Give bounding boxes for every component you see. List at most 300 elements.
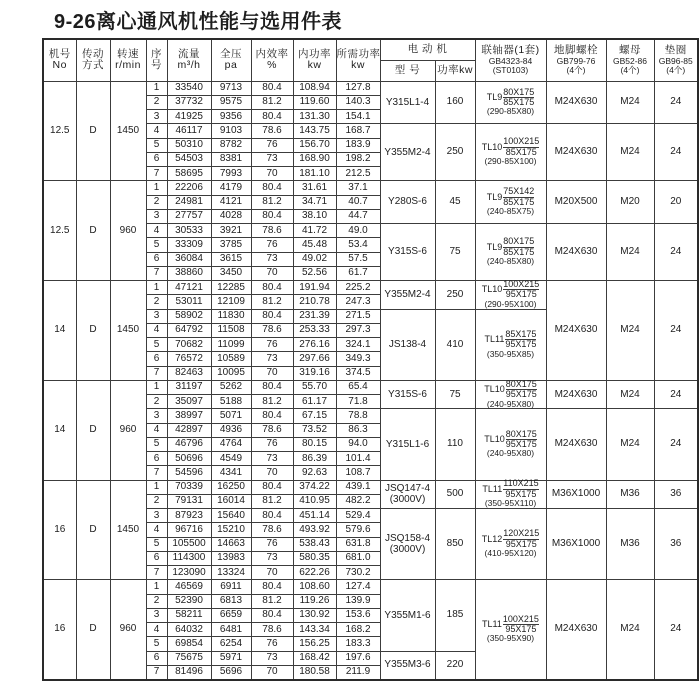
- cell-efficiency: 80.4: [251, 480, 293, 494]
- cell-required-power: 211.9: [336, 665, 380, 679]
- cell-pressure: 9575: [211, 95, 251, 109]
- cell-pressure: 4764: [211, 437, 251, 451]
- cell-nut: M24: [606, 380, 654, 409]
- cell-motor-model: [380, 281, 435, 310]
- cell-pressure: 3615: [211, 252, 251, 266]
- cell-seq: 4: [146, 124, 167, 138]
- col-header-speed-line: r/min: [115, 59, 141, 72]
- cell-required-power: 40.7: [336, 195, 380, 209]
- cell-seq: 1: [146, 380, 167, 394]
- col-header-no: [43, 39, 76, 81]
- cell-inner-power: 143.34: [293, 623, 336, 637]
- cell-required-power: 57.5: [336, 252, 380, 266]
- cell-pressure: 5971: [211, 651, 251, 665]
- cell-flow: 79131: [167, 494, 211, 508]
- cell-seq: 2: [146, 95, 167, 109]
- cell-bolt: M24X630: [546, 380, 606, 409]
- col-header-washer: [654, 39, 698, 81]
- cell-seq: 5: [146, 138, 167, 152]
- motor-model-line: JS138-4: [388, 338, 427, 350]
- col-header-speed: [110, 39, 146, 81]
- page-title: 9-26离心通风机性能与选用件表: [54, 11, 343, 33]
- cell-seq: 1: [146, 480, 167, 494]
- cell-inner-power: 210.78: [293, 295, 336, 309]
- motor-model-line: JSQ147-4: [384, 482, 431, 494]
- cell-seq: 3: [146, 309, 167, 323]
- cell-speed: 960: [110, 580, 146, 680]
- coupling-type-label: TL11: [482, 618, 502, 629]
- cell-bolt: M24X630: [546, 580, 606, 680]
- cell-flow: 46796: [167, 437, 211, 451]
- cell-inner-power: 319.16: [293, 366, 336, 380]
- cell-required-power: 439.1: [336, 480, 380, 494]
- cell-pressure: 16014: [211, 494, 251, 508]
- cell-flow: 50310: [167, 138, 211, 152]
- cell-required-power: 37.1: [336, 181, 380, 195]
- cell-required-power: 730.2: [336, 566, 380, 580]
- coupling-upper-size: 80X175: [505, 378, 537, 389]
- cell-washer: 24: [654, 281, 698, 381]
- cell-required-power: 681.0: [336, 551, 380, 565]
- table-row: [43, 480, 698, 494]
- cell-efficiency: 80.4: [251, 380, 293, 394]
- coupling-lower-size: 95X175: [505, 389, 537, 400]
- col-header-drive-line: 传动: [82, 47, 104, 60]
- cell-inner-power: 580.35: [293, 551, 336, 565]
- table-header: [43, 39, 698, 81]
- cell-coupling: [475, 124, 546, 181]
- cell-pressure: 11099: [211, 338, 251, 352]
- cell-motor-model: [380, 181, 435, 224]
- cell-seq: 3: [146, 110, 167, 124]
- cell-inner-power: 52.56: [293, 266, 336, 280]
- cell-seq: 1: [146, 81, 167, 95]
- coupling-fraction: [503, 237, 534, 257]
- cell-efficiency: 81.2: [251, 195, 293, 209]
- cell-efficiency: 81.2: [251, 395, 293, 409]
- cell-drive: D: [76, 380, 110, 480]
- coupling-fraction: [503, 529, 539, 549]
- coupling-upper-size: 80X175: [505, 428, 537, 439]
- cell-required-power: 198.2: [336, 152, 380, 166]
- cell-pressure: 4179: [211, 181, 251, 195]
- cell-inner-power: 67.15: [293, 409, 336, 423]
- cell-drive: D: [76, 281, 110, 381]
- col-header-required_power-line: kw: [351, 59, 365, 72]
- coupling-content: [476, 227, 546, 278]
- cell-pressure: 16250: [211, 480, 251, 494]
- cell-nut: M24: [606, 124, 654, 181]
- cell-efficiency: 80.4: [251, 509, 293, 523]
- cell-seq: 6: [146, 651, 167, 665]
- coupling-fraction: [506, 430, 537, 450]
- cell-pressure: 10589: [211, 352, 251, 366]
- table-row: [43, 380, 698, 394]
- cell-efficiency: 78.6: [251, 323, 293, 337]
- col-header-flow: [167, 39, 211, 81]
- coupling-size: [484, 430, 537, 450]
- cell-pressure: 9103: [211, 124, 251, 138]
- coupling-lower-size: 95X175: [505, 488, 537, 499]
- motor-model-line: (3000V): [389, 494, 426, 506]
- motor-model-line: Y355M3-6: [384, 659, 431, 671]
- col-header-inner-power: [293, 39, 336, 81]
- cell-motor-model: [380, 224, 435, 281]
- cell-required-power: 44.7: [336, 209, 380, 223]
- col-header-nut: [606, 39, 654, 81]
- cell-flow: 37732: [167, 95, 211, 109]
- cell-pressure: 13983: [211, 551, 251, 565]
- cell-motor-model: [380, 509, 435, 580]
- cell-bolt: M36X1000: [546, 509, 606, 580]
- cell-washer: 24: [654, 81, 698, 124]
- coupling-note: (350-95X110): [484, 498, 537, 509]
- cell-seq: 2: [146, 395, 167, 409]
- cell-pressure: 3921: [211, 224, 251, 238]
- cell-drive: D: [76, 81, 110, 181]
- cell-seq: 4: [146, 623, 167, 637]
- fan-selection-table: [42, 38, 699, 681]
- cell-inner-power: 181.10: [293, 167, 336, 181]
- cell-inner-power: 156.25: [293, 637, 336, 651]
- cell-inner-power: 34.71: [293, 195, 336, 209]
- cell-fan-no: 12.5: [43, 181, 76, 281]
- cell-fan-no: 16: [43, 580, 76, 680]
- cell-drive: D: [76, 480, 110, 580]
- coupling-lower-size: 85X175: [503, 196, 535, 207]
- coupling-type-label: TL9: [486, 191, 503, 202]
- cell-seq: 7: [146, 566, 167, 580]
- cell-inner-power: 38.10: [293, 209, 336, 223]
- cell-washer: 24: [654, 380, 698, 409]
- cell-required-power: 101.4: [336, 452, 380, 466]
- col-header-no-line: No: [52, 59, 67, 72]
- cell-coupling: [475, 409, 546, 480]
- cell-flow: 38860: [167, 266, 211, 280]
- coupling-lower-size: 95X175: [505, 339, 537, 350]
- cell-inner-power: 119.60: [293, 95, 336, 109]
- cell-inner-power: 86.39: [293, 452, 336, 466]
- cell-motor-power: 250: [435, 281, 475, 310]
- cell-pressure: 13324: [211, 566, 251, 580]
- cell-inner-power: 143.75: [293, 124, 336, 138]
- coupling-lower-size: 95X175: [505, 289, 537, 300]
- col-header-efficiency-line: 内效率: [255, 47, 289, 60]
- cell-efficiency: 78.6: [251, 124, 293, 138]
- cell-inner-power: 538.43: [293, 537, 336, 551]
- cell-seq: 4: [146, 323, 167, 337]
- coupling-content: [476, 127, 546, 178]
- cell-motor-power: 410: [435, 309, 475, 380]
- coupling-note: (240-85X80): [486, 256, 535, 267]
- coupling-note: (240-85X75): [486, 206, 535, 217]
- cell-flow: 58695: [167, 167, 211, 181]
- coupling-note: (290-95X100): [484, 298, 537, 309]
- cell-pressure: 3785: [211, 238, 251, 252]
- cell-efficiency: 80.4: [251, 409, 293, 423]
- cell-required-power: 61.7: [336, 266, 380, 280]
- motor-model-line: Y315L1-4: [385, 96, 430, 108]
- cell-efficiency: 73: [251, 152, 293, 166]
- cell-inner-power: 191.94: [293, 281, 336, 295]
- coupling-size: [485, 330, 537, 350]
- cell-inner-power: 92.63: [293, 466, 336, 480]
- cell-required-power: 153.6: [336, 608, 380, 622]
- cell-motor-power: 75: [435, 224, 475, 281]
- cell-bolt: M20X500: [546, 181, 606, 224]
- cell-pressure: 4341: [211, 466, 251, 480]
- cell-motor-power: 850: [435, 509, 475, 580]
- cell-required-power: 168.2: [336, 623, 380, 637]
- cell-coupling: [475, 224, 546, 281]
- cell-flow: 70339: [167, 480, 211, 494]
- cell-nut: M24: [606, 81, 654, 124]
- col-header-bolt-line: 地脚螺栓: [554, 43, 598, 56]
- cell-required-power: 324.1: [336, 338, 380, 352]
- cell-pressure: 3450: [211, 266, 251, 280]
- coupling-upper-size: 85X175: [505, 328, 537, 339]
- coupling-note: (240-95X80): [486, 398, 535, 409]
- col-header-seq-line: 号: [151, 59, 162, 72]
- cell-required-power: 529.4: [336, 509, 380, 523]
- cell-efficiency: 70: [251, 566, 293, 580]
- cell-efficiency: 73: [251, 352, 293, 366]
- cell-required-power: 183.3: [336, 637, 380, 651]
- cell-motor-power: 500: [435, 480, 475, 509]
- cell-required-power: 579.6: [336, 523, 380, 537]
- cell-required-power: 94.0: [336, 437, 380, 451]
- cell-coupling: [475, 380, 546, 409]
- coupling-upper-size: 80X175: [503, 86, 535, 97]
- col-header-coupling-line: 联轴器(1套): [481, 43, 540, 56]
- cell-efficiency: 70: [251, 366, 293, 380]
- col-header-no-line: 机号: [48, 47, 71, 60]
- motor-model-line: Y315S-6: [388, 246, 427, 258]
- cell-seq: 7: [146, 466, 167, 480]
- col-header-motor-model: 型 号: [380, 60, 435, 81]
- cell-flow: 69854: [167, 637, 211, 651]
- cell-inner-power: 130.92: [293, 608, 336, 622]
- col-header-bolt-line: GB799-76: [556, 55, 596, 66]
- cell-flow: 30533: [167, 224, 211, 238]
- col-header-motor-power: 功率kw: [435, 60, 475, 81]
- cell-motor-model: [380, 81, 435, 124]
- cell-seq: 6: [146, 551, 167, 565]
- cell-required-power: 374.5: [336, 366, 380, 380]
- coupling-fraction: [505, 330, 536, 350]
- cell-efficiency: 80.4: [251, 181, 293, 195]
- header-row-1: [43, 39, 698, 60]
- cell-efficiency: 76: [251, 238, 293, 252]
- cell-efficiency: 73: [251, 551, 293, 565]
- col-header-drive-line: 方式: [82, 59, 104, 72]
- cell-efficiency: 70: [251, 665, 293, 679]
- cell-inner-power: 410.95: [293, 494, 336, 508]
- cell-motor-power: 45: [435, 181, 475, 224]
- cell-seq: 5: [146, 637, 167, 651]
- cell-pressure: 11830: [211, 309, 251, 323]
- cell-fan-no: 16: [43, 480, 76, 580]
- cell-efficiency: 76: [251, 338, 293, 352]
- coupling-size: [482, 479, 538, 499]
- coupling-note: (410-95X120): [484, 548, 537, 559]
- cell-inner-power: 276.16: [293, 338, 336, 352]
- coupling-note: (290-85X80): [486, 106, 535, 117]
- cell-bolt: M24X630: [546, 409, 606, 480]
- cell-nut: M36: [606, 509, 654, 580]
- coupling-size: [484, 380, 537, 400]
- cell-speed: 1450: [110, 281, 146, 381]
- cell-washer: 24: [654, 409, 698, 480]
- col-header-inner_power-line: 内功率: [298, 47, 331, 60]
- cell-seq: 5: [146, 338, 167, 352]
- motor-model-line: JSQ158-4: [384, 532, 431, 544]
- motor-model-line: Y280S-6: [388, 196, 427, 208]
- cell-drive: D: [76, 580, 110, 680]
- col-header-coupling-line: GB4323-84: [488, 55, 533, 66]
- coupling-note: (290-85X100): [484, 156, 537, 167]
- coupling-lower-size: 95X175: [505, 623, 537, 634]
- col-header-bolt: [546, 39, 606, 81]
- cell-seq: 2: [146, 594, 167, 608]
- cell-required-power: 65.4: [336, 380, 380, 394]
- col-header-efficiency-line: %: [267, 59, 277, 72]
- cell-seq: 1: [146, 181, 167, 195]
- cell-seq: 2: [146, 195, 167, 209]
- cell-flow: 41925: [167, 110, 211, 124]
- cell-coupling: [475, 181, 546, 224]
- cell-drive: D: [76, 181, 110, 281]
- cell-flow: 64032: [167, 623, 211, 637]
- cell-required-power: 71.8: [336, 395, 380, 409]
- cell-flow: 64792: [167, 323, 211, 337]
- cell-efficiency: 70: [251, 466, 293, 480]
- cell-required-power: 154.1: [336, 110, 380, 124]
- coupling-fraction: [503, 615, 539, 635]
- col-header-coupling: [475, 39, 546, 81]
- cell-flow: 24981: [167, 195, 211, 209]
- cell-seq: 5: [146, 238, 167, 252]
- cell-inner-power: 253.33: [293, 323, 336, 337]
- cell-seq: 5: [146, 537, 167, 551]
- cell-efficiency: 80.4: [251, 110, 293, 124]
- col-header-efficiency: [251, 39, 293, 81]
- cell-efficiency: 80.4: [251, 209, 293, 223]
- motor-model-line: Y315S-6: [388, 388, 427, 400]
- coupling-upper-size: 100X215: [503, 136, 540, 147]
- cell-flow: 96716: [167, 523, 211, 537]
- cell-flow: 27757: [167, 209, 211, 223]
- cell-flow: 82463: [167, 366, 211, 380]
- coupling-fraction: [503, 479, 538, 499]
- coupling-lower-size: 85X175: [503, 246, 535, 257]
- cell-nut: M24: [606, 409, 654, 480]
- cell-efficiency: 80.4: [251, 81, 293, 95]
- cell-inner-power: 45.48: [293, 238, 336, 252]
- cell-required-power: 197.6: [336, 651, 380, 665]
- coupling-upper-size: 75X142: [503, 186, 535, 197]
- cell-inner-power: 168.90: [293, 152, 336, 166]
- cell-nut: M24: [606, 224, 654, 281]
- cell-pressure: 6659: [211, 608, 251, 622]
- cell-efficiency: 78.6: [251, 623, 293, 637]
- cell-flow: 33309: [167, 238, 211, 252]
- cell-motor-model: [380, 309, 435, 380]
- cell-required-power: 78.8: [336, 409, 380, 423]
- coupling-content: [476, 84, 546, 121]
- cell-inner-power: 131.30: [293, 110, 336, 124]
- cell-required-power: 140.3: [336, 95, 380, 109]
- cell-flow: 54503: [167, 152, 211, 166]
- coupling-size: [482, 137, 540, 157]
- col-header-pressure-line: 全压: [220, 47, 242, 60]
- coupling-content: [476, 278, 546, 309]
- cell-seq: 6: [146, 352, 167, 366]
- cell-nut: M24: [606, 580, 654, 680]
- cell-pressure: 4936: [211, 423, 251, 437]
- cell-flow: 58902: [167, 309, 211, 323]
- cell-pressure: 12285: [211, 281, 251, 295]
- coupling-lower-size: 95X175: [505, 438, 537, 449]
- cell-pressure: 5188: [211, 395, 251, 409]
- cell-seq: 7: [146, 266, 167, 280]
- col-header-seq-line: 序: [151, 47, 162, 60]
- cell-pressure: 11508: [211, 323, 251, 337]
- cell-efficiency: 78.6: [251, 423, 293, 437]
- cell-coupling: [475, 278, 546, 310]
- cell-required-power: 631.8: [336, 537, 380, 551]
- cell-required-power: 86.3: [336, 423, 380, 437]
- cell-inner-power: 55.70: [293, 380, 336, 394]
- cell-pressure: 6911: [211, 580, 251, 594]
- col-header-drive: [76, 39, 110, 81]
- cell-required-power: 183.9: [336, 138, 380, 152]
- cell-pressure: 10095: [211, 366, 251, 380]
- cell-flow: 76572: [167, 352, 211, 366]
- cell-seq: 2: [146, 494, 167, 508]
- cell-inner-power: 493.92: [293, 523, 336, 537]
- cell-seq: 7: [146, 366, 167, 380]
- cell-flow: 33540: [167, 81, 211, 95]
- cell-inner-power: 374.22: [293, 480, 336, 494]
- cell-inner-power: 622.26: [293, 566, 336, 580]
- col-header-flow-line: m³/h: [177, 59, 201, 72]
- cell-flow: 123090: [167, 566, 211, 580]
- cell-nut: M24: [606, 281, 654, 381]
- cell-seq: 5: [146, 437, 167, 451]
- coupling-content: [476, 312, 546, 377]
- cell-inner-power: 297.66: [293, 352, 336, 366]
- cell-efficiency: 76: [251, 637, 293, 651]
- coupling-content: [476, 412, 546, 477]
- cell-efficiency: 70: [251, 266, 293, 280]
- cell-inner-power: 108.94: [293, 81, 336, 95]
- cell-efficiency: 76: [251, 537, 293, 551]
- coupling-content: [476, 378, 546, 409]
- cell-pressure: 8782: [211, 138, 251, 152]
- cell-bolt: M24X630: [546, 281, 606, 381]
- cell-flow: 87923: [167, 509, 211, 523]
- coupling-type-label: TL10: [484, 433, 505, 444]
- cell-pressure: 12109: [211, 295, 251, 309]
- cell-washer: 36: [654, 509, 698, 580]
- cell-flow: 42897: [167, 423, 211, 437]
- col-header-bolt-line: (4个): [566, 65, 586, 76]
- cell-pressure: 6481: [211, 623, 251, 637]
- cell-pressure: 7993: [211, 167, 251, 181]
- cell-pressure: 8381: [211, 152, 251, 166]
- coupling-size: [487, 237, 535, 257]
